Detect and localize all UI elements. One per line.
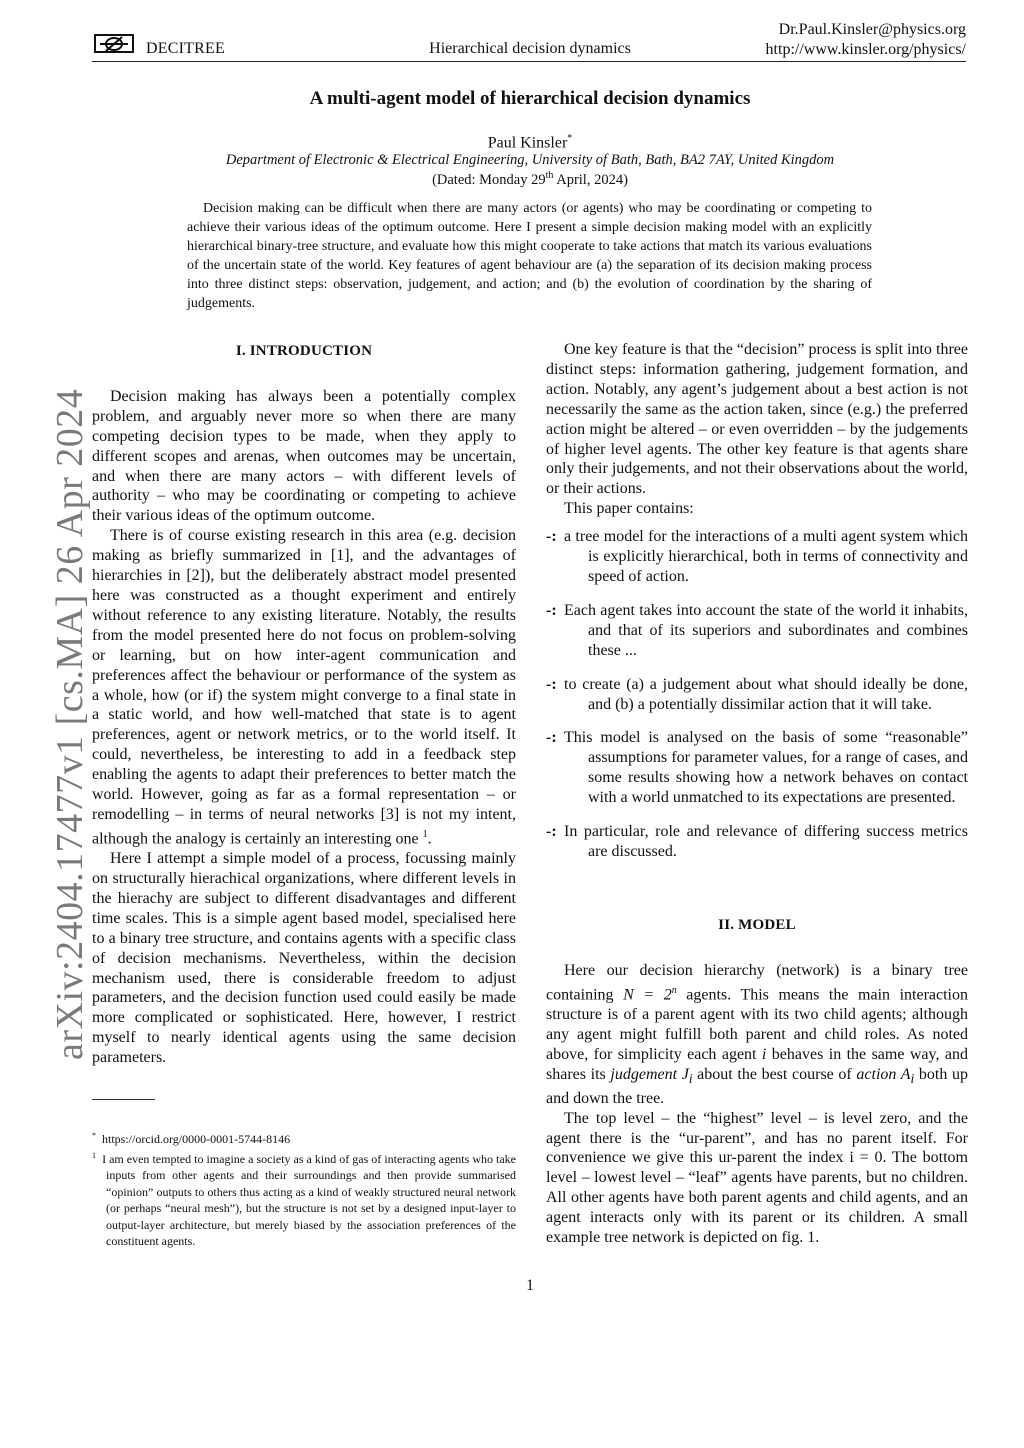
- model-text-d: about the best course of: [692, 1065, 857, 1083]
- author-mark: *: [567, 133, 573, 144]
- intro-paragraph-2-end: .: [427, 830, 432, 848]
- footnote-1: [92, 1148, 516, 1250]
- model-judgement: judgement J: [610, 1065, 689, 1083]
- project-name: DECITREE: [146, 40, 225, 57]
- model-paragraph-2: The top level – the “highest” level – is level zero, and the agent there is the “ur-parent”, and has no parent itself. For convenience we give this ur-parent the index i = 0. The bottom level – lowest level – “leaf” agents have parents, but no children. All other agents have both parent agents and child agents, and an agent interacts only with its parent or its children. A small example tree network is depicted on fig. 1.: [546, 1109, 968, 1247]
- list-bullet: -:: [546, 528, 557, 546]
- header-contact: [766, 20, 966, 60]
- left-column: [92, 340, 516, 1068]
- dated-suffix: April, 2024): [553, 171, 628, 188]
- intro-paragraph-2-text: There is of course existing research in this area (e.g. decision making as briefly summarized in [1], and the advantages of hierarchies in [2]), but the deliberately abstract model presented here was constructed as a thought experiment and entirely without reference to any existing literature. Notably, the results from the model presented here do not focus on problem-solving or learning, but on how inter-agent communication and preferences affect the behaviour or performance of the system as a whole, how (or if) the system might converge to a final state in a static world, and how well-matched that state is to agent preferences, agent or network metrics, or to the world itself. It could, nevertheless, be interesting to add in a feedback step enabling the agents to adapt their preferences to better match the world. However, going as far as a formal representation – or remodelling – in terms of neural networks [3] is not my intent, although the analogy is certainly an interesting one: [92, 527, 516, 848]
- list-item: [546, 527, 968, 587]
- list-bullet: -:: [546, 675, 557, 693]
- author-name: Paul Kinsler: [487, 134, 568, 152]
- dated-line: [0, 170, 1024, 189]
- footnote-text[interactable]: https://orcid.org/0000-0001-5744-8146: [102, 1132, 291, 1146]
- section-heading-model: II. MODEL: [718, 916, 796, 933]
- list-item-text: Each agent takes into account the state of the world it inhabits, and that of its superiors and subordinates and combines these ...: [564, 601, 968, 659]
- footnote-ref-1[interactable]: 1: [422, 828, 428, 840]
- model-eq: N = 2: [623, 985, 672, 1003]
- list-item-text: This model is analysed on the basis of some “reasonable” assumptions for parameter values, for a range of cases, and some results showing how a network behaves on contact with a world unmatched to its expectations are presented.: [564, 729, 968, 807]
- model-text-c: behaves in the same way, and shares its: [546, 1045, 969, 1083]
- author-email[interactable]: Dr.Paul.Kinsler@physics.org: [778, 21, 966, 38]
- dated-sup: th: [545, 170, 554, 181]
- author-url[interactable]: http://www.kinsler.org/physics/: [765, 41, 966, 58]
- intro-paragraph-4: One key feature is that the “decision” process is split into three distinct steps: information gathering, judgement formation, and action. Notably, any agent’s judgement about a best action is not necessarily the same as the action taken, since (e.g.) the preferred action might be altered – or even overridden – by the judgements of higher level agents. The other key feature is that agents share only their judgements, and not their observations about the world, or their actions.: [546, 341, 968, 498]
- affiliation: Department of Electronic & Electrical Engineering, University of Bath, Bath, BA2 7AY, United Kingdom: [225, 152, 835, 168]
- intro-paragraph-5: This paper contains:: [564, 500, 694, 518]
- right-column: [546, 340, 968, 1248]
- intro-paragraph-3: Here I attempt a simple model of a process, focussing mainly on structurally hierachical organizations, where different levels in the hierachy are subject to different disadvantages and different time scales. This is a simple agent based model, specialised here to a binary tree structure, and contains agents with a specific class of decision mechanisms. Nevertheless, within the decision mechanism used, there is considerable freedom to adjust parameters, and the decision function used could easily be made more complicated or sophisticated. Here, however, I restrict myself to nearly identical agents using the same decision parameters.: [92, 850, 516, 1067]
- model-paragraph-1: [546, 961, 968, 1109]
- list-item-text: a tree model for the interactions of a multi agent system which is explicitly hierarchical, both in terms of connectivity and speed of action.: [564, 528, 968, 585]
- list-item: [546, 728, 968, 808]
- header-rule: [92, 61, 966, 62]
- model-text-a: Here our decision hierarchy (network) is a binary tree containing: [546, 961, 968, 1003]
- section-heading-introduction: I. INTRODUCTION: [235, 343, 373, 359]
- model-var-i: i: [761, 1045, 767, 1063]
- page-number: 1: [526, 1277, 534, 1294]
- contents-list: [546, 527, 968, 862]
- model-sub-i2: i: [910, 1070, 915, 1086]
- dated-prefix: (Dated: Monday 29: [432, 171, 546, 188]
- intro-paragraph-1: Decision making has always been a potentially complex problem, and arguably never more so when there are many competing decision types to be made, when they apply to different scopes and arenas, when outcomes may be uncertain, and when there are many actors – with different levels of authority – who may be coordinating or competing to achieve their various ideas of the optimum outcome.: [92, 387, 516, 525]
- footnotes: [92, 1128, 516, 1250]
- paper-title: A multi-agent model of hierarchical decision dynamics: [309, 88, 751, 109]
- footnote-rule: [92, 1099, 155, 1100]
- model-text-e: both up and down the tree.: [546, 1065, 969, 1107]
- author-line: [0, 133, 1024, 152]
- list-item-text: to create (a) a judgement about what should ideally be done, and (b) a potentially dissimilar action that it will take.: [564, 675, 968, 713]
- list-bullet: -:: [546, 601, 557, 619]
- running-title: Hierarchical decision dynamics: [429, 40, 631, 57]
- list-bullet: -:: [546, 729, 557, 747]
- footnote-mark: *: [92, 1131, 96, 1140]
- section-gap: [546, 876, 968, 914]
- model-action: action A: [856, 1065, 911, 1083]
- footnote-orcid: [92, 1128, 516, 1148]
- footnote-text: I am even tempted to imagine a society as a kind of gas of interacting agents who take inputs from other agents and their surroundings and then provide summarised “opinion” outputs to others thus acting as a kind of weakly structured neural network (or perhaps “neural mesh”), but the structure is not set by a designed input-layer to output-layer architecture, but merely biased by the association preferences of the constituent agents.: [102, 1151, 517, 1248]
- model-eq-exp: n: [671, 984, 677, 996]
- model-sub-i: i: [688, 1070, 693, 1086]
- abstract: Decision making can be difficult when there are many actors (or agents) who may be coordinating or competing to achieve their various ideas of the optimum outcome. Here I present a simple decision making model with an explicitly hierarchical binary-tree structure, and evaluate how this might cooperate to take actions that match its various evaluations of the uncertain state of the world. Key features of agent behaviour are (a) the separation of its decision making process into three distinct steps: observation, judgement, and action; and (b) the evolution of coordination by the sharing of judgements.: [187, 201, 872, 311]
- footnote-mark: 1: [92, 1150, 96, 1160]
- intro-paragraph-2: [92, 526, 516, 849]
- list-item: [546, 675, 968, 715]
- list-item: [546, 822, 968, 862]
- list-item-text: In particular, role and relevance of differing success metrics are discussed.: [564, 823, 968, 860]
- list-bullet: -:: [546, 823, 557, 841]
- arxiv-identifier: arXiv:2404.17477v1 [cs.MA] 26 Apr 2024: [49, 388, 91, 1060]
- model-text-b: agents. This means the main interaction structure is of a parent agent with its two child agents; although any agent might fulfill both parent and child roles. As noted above, for simplicity each agent: [546, 985, 968, 1063]
- list-item: [546, 601, 968, 661]
